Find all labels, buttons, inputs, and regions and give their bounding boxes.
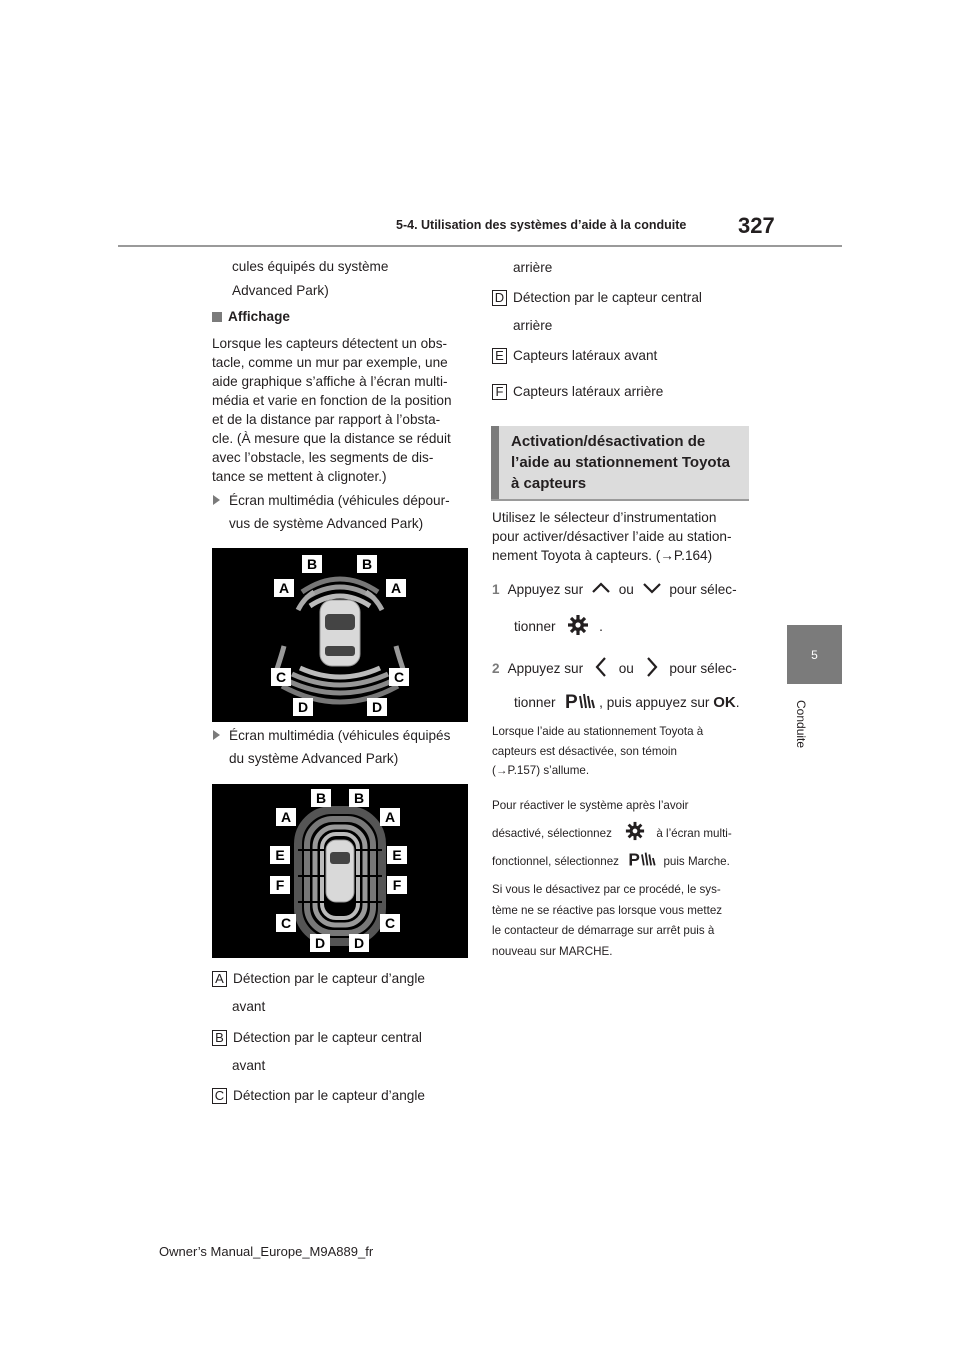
footer-manual-id: Owner’s Manual_Europe_M9A889_fr bbox=[159, 1244, 374, 1259]
legend-item-c: C Détection par le capteur d’angle bbox=[212, 1086, 425, 1105]
svg-text:A: A bbox=[278, 580, 290, 596]
svg-text:C: C bbox=[393, 669, 405, 685]
svg-text:B: B bbox=[353, 790, 365, 806]
svg-text:E: E bbox=[392, 847, 402, 863]
svg-text:D: D bbox=[371, 699, 383, 715]
intro-paragraph: Utilisez le sélecteur d’instrumentation pour activer/désactiver l’aide au station- nement Toyota à capteurs. (→P.164) bbox=[492, 510, 732, 563]
svg-text:B: B bbox=[361, 556, 373, 572]
step-2-cont: tionner P , puis appuyez sur OK. bbox=[514, 692, 740, 712]
chapter-tab bbox=[787, 625, 842, 684]
svg-text:P: P bbox=[628, 849, 641, 869]
chapter-number: 5 bbox=[811, 647, 818, 662]
triangle-bullet-icon bbox=[213, 495, 220, 505]
bullet-item-cont: vus de système Advanced Park) bbox=[229, 516, 424, 531]
svg-text:F: F bbox=[275, 877, 285, 893]
step-2: 2 Appuyez sur ou pour sélec- bbox=[492, 656, 737, 678]
continued-text: cules équipés du système bbox=[232, 259, 389, 274]
bullet-item: Écran multimédia (véhicules équipés bbox=[213, 726, 450, 745]
parking-sensor-icon bbox=[628, 849, 656, 869]
square-bullet-icon bbox=[212, 312, 222, 322]
subsection-heading: Affichage bbox=[212, 307, 290, 326]
svg-text:B: B bbox=[306, 556, 318, 572]
chevron-up-icon bbox=[591, 582, 611, 594]
header-rule bbox=[118, 245, 842, 247]
note-1: Lorsque l’aide au stationnement Toyota à capteurs est désactivée, son témoin (→P.157) s’allume. bbox=[492, 725, 704, 777]
svg-text:E: E bbox=[275, 847, 285, 863]
legend-item-b: B Détection par le capteur central bbox=[212, 1028, 422, 1047]
chevron-left-icon bbox=[595, 656, 607, 678]
chevron-right-icon bbox=[646, 656, 658, 678]
section-title: 5-4. Utilisation des systèmes d’aide à la conduite bbox=[396, 218, 687, 232]
body-paragraph: Lorsque les capteurs détectent un obs- tacle, comme un mur par exemple, une aide graphique s’affiche à l’écran multi- média et varie en fonction de la position et de la distance par rapport à l’obsta- cle. (À mesure que la distance se réduit avec l’obstacle, les segments de dis- tance se mettent à clignoter.) bbox=[212, 336, 452, 484]
section-heading: Activation/désactivation de l’aide au stationnement Toyota à capteurs bbox=[491, 426, 749, 500]
parking-sensor-icon bbox=[565, 690, 595, 712]
legend-item-a-cont: avant bbox=[232, 999, 266, 1014]
gear-icon bbox=[567, 614, 589, 636]
bullet-item-cont: du système Advanced Park) bbox=[229, 751, 399, 766]
svg-text:F: F bbox=[392, 877, 402, 893]
svg-text:A: A bbox=[280, 809, 292, 825]
note-2: Pour réactiver le système après l’avoir désactivé, sélectionnez à l’écran multi- fonctionnel, sélectionnez P puis Marche. bbox=[492, 799, 732, 869]
svg-text:C: C bbox=[384, 915, 396, 931]
legend-item-e: E Capteurs latéraux avant bbox=[492, 346, 657, 365]
sensor-display-diagram-2 bbox=[212, 784, 468, 958]
legend-item-d: D Détection par le capteur central bbox=[492, 288, 702, 307]
legend-item-a: A Détection par le capteur d’angle bbox=[212, 969, 425, 988]
bullet-item: Écran multimédia (véhicules dépour- bbox=[213, 491, 450, 510]
legend-item-d-cont: arrière bbox=[513, 318, 553, 333]
svg-text:A: A bbox=[384, 809, 396, 825]
ok-icon: OK bbox=[713, 694, 736, 711]
sensor-display-diagram-1 bbox=[212, 548, 468, 722]
svg-text:B: B bbox=[315, 790, 327, 806]
legend-item-f: F Capteurs latéraux arrière bbox=[492, 382, 663, 401]
svg-text:D: D bbox=[314, 935, 326, 951]
page-number: 327 bbox=[738, 213, 775, 238]
note-3: Si vous le désactivez par ce procédé, le sys- tème ne se réactive pas lorsque vous mettez le contacteur de démarrage sur arrêt puis à nouveau sur MARCHE. bbox=[492, 883, 723, 958]
svg-text:C: C bbox=[280, 915, 292, 931]
chapter-label: Conduite bbox=[794, 700, 808, 749]
svg-text:D: D bbox=[297, 699, 309, 715]
legend-item-b-cont: avant bbox=[232, 1058, 266, 1073]
continued-text: Advanced Park) bbox=[232, 283, 329, 298]
step-1-cont: tionner . bbox=[514, 614, 603, 636]
svg-text:D: D bbox=[353, 935, 365, 951]
chevron-down-icon bbox=[642, 582, 662, 594]
step-1: 1 Appuyez sur ou pour sélec- bbox=[492, 582, 737, 597]
triangle-bullet-icon bbox=[213, 730, 220, 740]
svg-text:C: C bbox=[275, 669, 287, 685]
svg-text:P: P bbox=[565, 692, 579, 712]
continued-text: arrière bbox=[513, 260, 553, 275]
gear-icon bbox=[625, 821, 645, 841]
svg-text:A: A bbox=[390, 580, 402, 596]
heading-rule bbox=[491, 499, 749, 501]
